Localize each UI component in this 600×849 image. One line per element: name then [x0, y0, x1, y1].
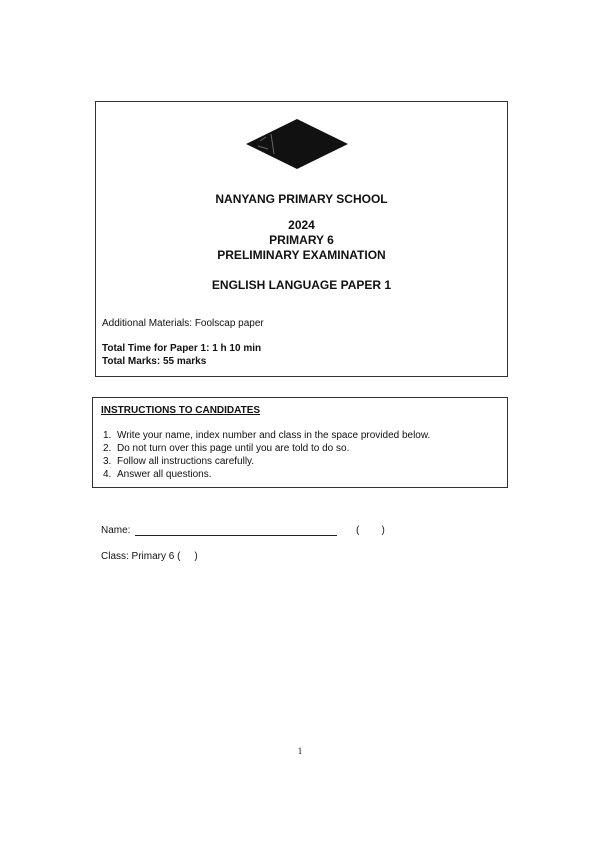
instructions-heading: INSTRUCTIONS TO CANDIDATES [101, 405, 261, 416]
name-line[interactable] [135, 535, 337, 536]
paper-title: ENGLISH LANGUAGE PAPER 1 [211, 278, 392, 292]
name-label: Name: [101, 525, 131, 536]
cover-box [95, 101, 508, 377]
total-marks: Total Marks: 55 marks [102, 356, 207, 367]
instruction-item: 2. Do not turn over this page until you are told to do so. [103, 443, 350, 454]
exam-year: 2024 [288, 218, 315, 232]
additional-materials: Additional Materials: Foolscap paper [102, 318, 264, 329]
instruction-item: 4. Answer all questions. [103, 469, 212, 480]
class-label: Class: Primary 6 ( ) [101, 551, 198, 562]
instruction-item: 3. Follow all instructions carefully. [103, 456, 255, 467]
total-time: Total Time for Paper 1: 1 h 10 min [102, 343, 262, 354]
instruction-item: 1. Write your name, index number and class in the space provided below. [103, 430, 431, 441]
exam-title: PRELIMINARY EXAMINATION [217, 248, 386, 262]
instructions-box [92, 397, 508, 488]
school-logo [246, 119, 348, 169]
page-number: 1 [297, 746, 303, 756]
instructions-list [103, 429, 430, 481]
school-name: NANYANG PRIMARY SCHOOL [215, 192, 388, 206]
index-number-brackets: ( ) [356, 525, 385, 536]
exam-level: PRIMARY 6 [269, 233, 334, 247]
